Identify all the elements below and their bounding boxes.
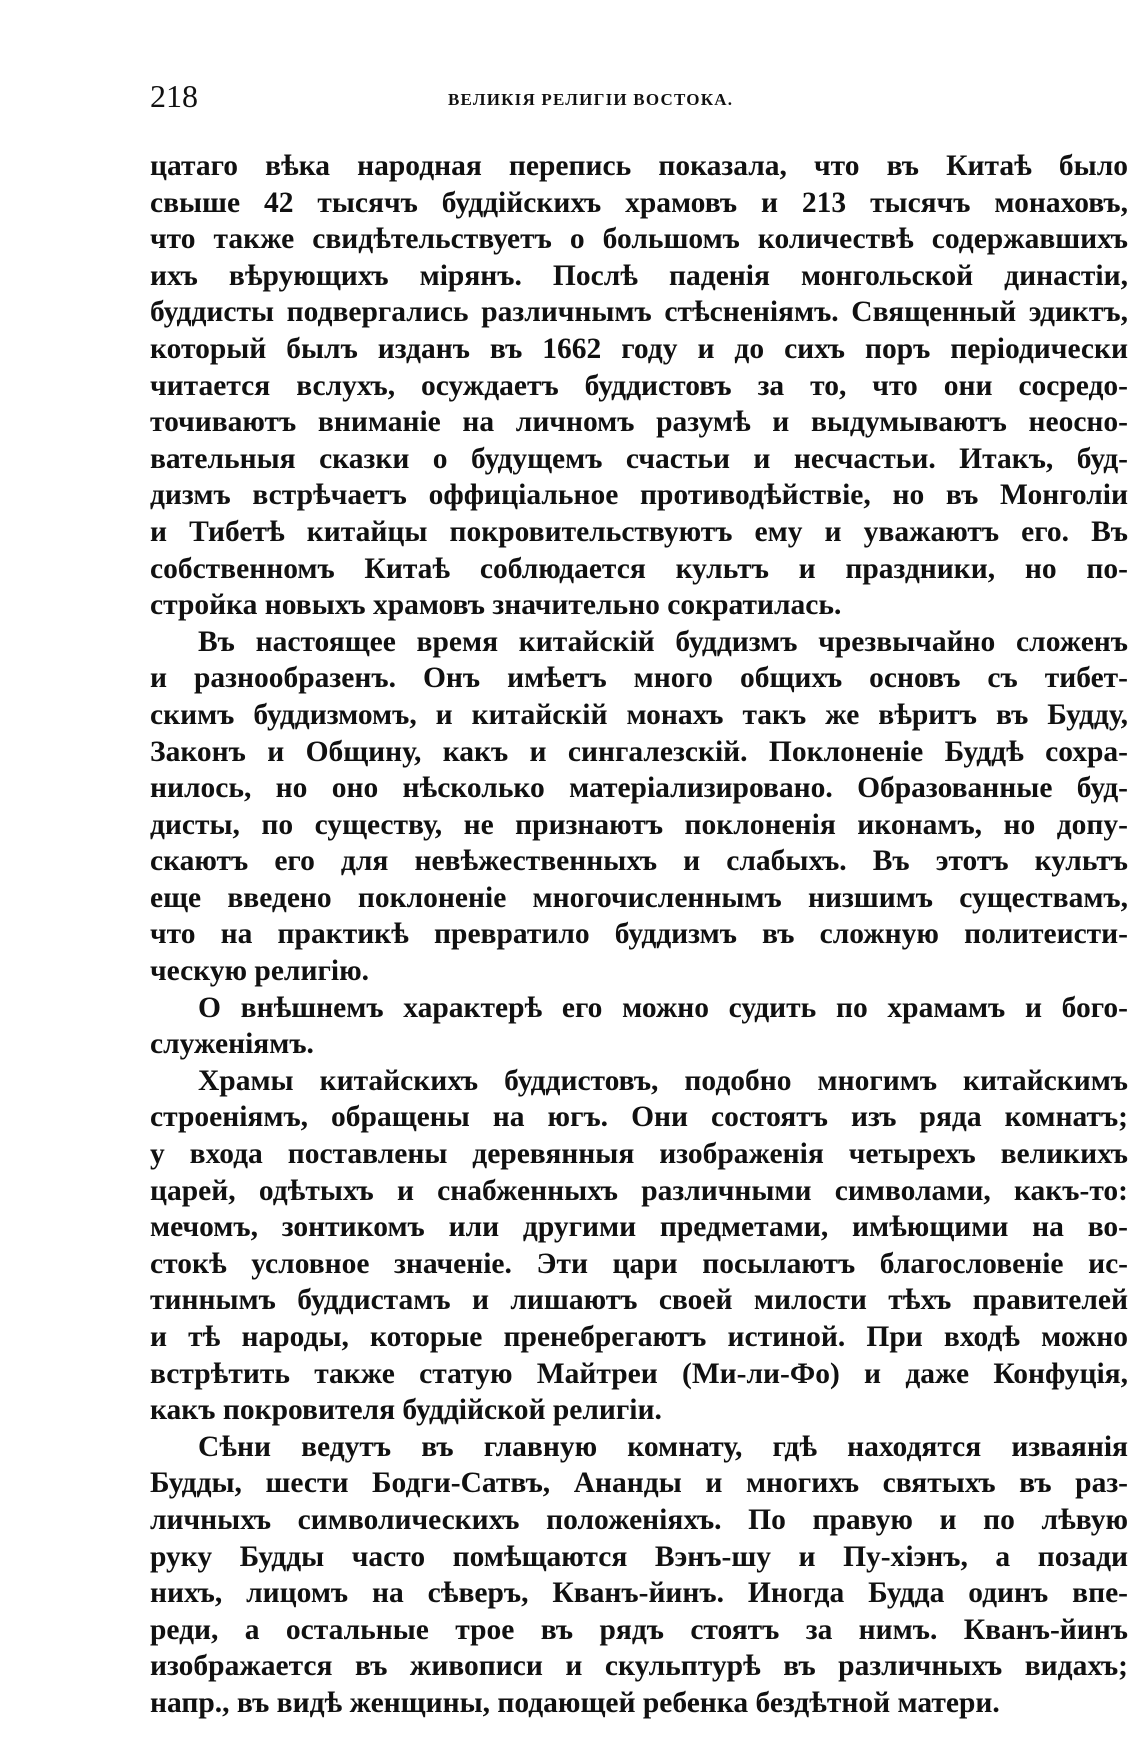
text-line: Сѣни ведутъ въ главную комнату, гдѣ находятся изваянія xyxy=(198,1430,1128,1463)
running-title: ВЕЛИКІЯ РЕЛИГІИ ВОСТОКА. xyxy=(448,90,734,109)
text-line: и Тибетѣ китайцы покровительствуютъ ему и уважаютъ его. Въ xyxy=(150,515,1128,548)
body-text xyxy=(150,148,1128,1722)
text-line: ихъ вѣрующихъ мірянъ. Послѣ паденія монгольской династіи, xyxy=(150,259,1128,292)
text-line: точиваютъ вниманіе на личномъ разумѣ и выдумываютъ неосно- xyxy=(150,406,1128,439)
text-line: стройка новыхъ храмовъ значительно сократилась. xyxy=(150,589,842,622)
text-line: еще введено поклоненіе многочисленнымъ низшимъ существамъ, xyxy=(150,881,1128,914)
text-line: личныхъ символическихъ положеніяхъ. По правую и по лѣвую xyxy=(150,1503,1128,1536)
text-line: изображается въ живописи и скульптурѣ въ различныхъ видахъ; xyxy=(150,1650,1128,1683)
text-line: О внѣшнемъ характерѣ его можно судить по храмамъ и бого- xyxy=(198,991,1128,1024)
paragraph xyxy=(150,990,1128,1063)
text-line: что на практикѣ превратило буддизмъ въ сложную политеисти- xyxy=(150,918,1128,951)
paragraph xyxy=(150,624,1128,990)
text-line: цатаго вѣка народная перепись показала, что въ Китаѣ было xyxy=(150,150,1128,182)
text-line: читается вслухъ, осуждаетъ буддистовъ за то, что они сосредо- xyxy=(150,369,1128,402)
text-line: у входа поставлены деревянныя изображенія четырехъ великихъ xyxy=(150,1138,1128,1171)
text-line: какъ покровителя буддійской религіи. xyxy=(150,1394,662,1427)
text-line: стокѣ условное значеніе. Эти цари посылаютъ благословеніе ис- xyxy=(150,1247,1128,1280)
paragraph xyxy=(150,148,1128,624)
text-line: Будды, шести Бодги-Сатвъ, Ананды и многихъ святыхъ въ раз- xyxy=(150,1467,1128,1500)
text-line: скимъ буддизмомъ, и китайскій монахъ такъ же вѣритъ въ Будду, xyxy=(150,698,1128,731)
text-line: и тѣ народы, которые пренебрегаютъ истиной. При входѣ можно xyxy=(150,1321,1128,1353)
text-line: буддисты подвергались различнымъ стѣсненіямъ. Священный эдиктъ, xyxy=(150,296,1128,329)
text-line: что также свидѣтельствуетъ о большомъ количествѣ содержавшихъ xyxy=(150,223,1128,256)
text-line: строеніямъ, обращены на югъ. Они состоятъ изъ ряда комнатъ; xyxy=(150,1101,1128,1134)
text-line: тиннымъ буддистамъ и лишаютъ своей милости тѣхъ правителей xyxy=(150,1284,1128,1317)
text-line: встрѣтить также статую Майтреи (Ми-ли-Фо) и даже Конфуція, xyxy=(150,1357,1128,1390)
text-line: нилось, но оно нѣсколько матеріализировано. Образованные буд- xyxy=(150,772,1128,805)
text-line: и разнообразенъ. Онъ имѣетъ много общихъ основъ съ тибет- xyxy=(150,662,1128,695)
page-header xyxy=(150,78,1125,118)
text-line: нихъ, лицомъ на сѣверъ, Кванъ-йинъ. Иногда Будда одинъ впе- xyxy=(150,1577,1128,1610)
text-line: мечомъ, зонтикомъ или другими предметами, имѣющими на во- xyxy=(150,1211,1128,1244)
text-line: ческую религію. xyxy=(150,955,369,988)
text-line: реди, а остальные трое въ рядъ стоятъ за нимъ. Кванъ-йинъ xyxy=(150,1613,1128,1646)
text-line: свыше 42 тысячъ буддійскихъ храмовъ и 213 тысячъ монаховъ, xyxy=(150,186,1128,219)
text-line: вательныя сказки о будущемъ счастьи и несчастьи. Итакъ, буд- xyxy=(150,442,1128,475)
text-line: Въ настоящее время китайскій буддизмъ чрезвычайно сложенъ xyxy=(198,625,1128,658)
text-line: руку Будды часто помѣщаются Вэнъ-шу и Пу-хіэнъ, а позади xyxy=(150,1540,1128,1573)
text-line: дизмъ встрѣчаетъ оффиціальное противодѣйствіе, но въ Монголіи xyxy=(150,479,1128,512)
text-line: собственномъ Китаѣ соблюдается культъ и праздники, но по- xyxy=(150,552,1128,585)
page-number: 218 xyxy=(150,78,198,114)
paragraph xyxy=(150,1063,1128,1429)
text-line: Храмы китайскихъ буддистовъ, подобно многимъ китайскимъ xyxy=(198,1064,1128,1097)
text-line: служеніямъ. xyxy=(150,1028,314,1061)
text-line: дисты, по существу, не признаютъ поклоненія иконамъ, но допу- xyxy=(150,808,1128,841)
paragraph xyxy=(150,1429,1128,1722)
text-line: скаютъ его для невѣжественныхъ и слабыхъ. Въ этотъ культъ xyxy=(150,845,1128,878)
text-line: напр., въ видѣ женщины, подающей ребенка бездѣтной матери. xyxy=(150,1686,1000,1719)
text-line: царей, одѣтыхъ и снабженныхъ различными символами, какъ-то: xyxy=(150,1174,1128,1207)
text-line: который былъ изданъ въ 1662 году и до сихъ поръ періодически xyxy=(150,332,1128,365)
text-line: Законъ и Общину, какъ и сингалезскій. Поклоненіе Буддѣ сохра- xyxy=(150,735,1128,768)
